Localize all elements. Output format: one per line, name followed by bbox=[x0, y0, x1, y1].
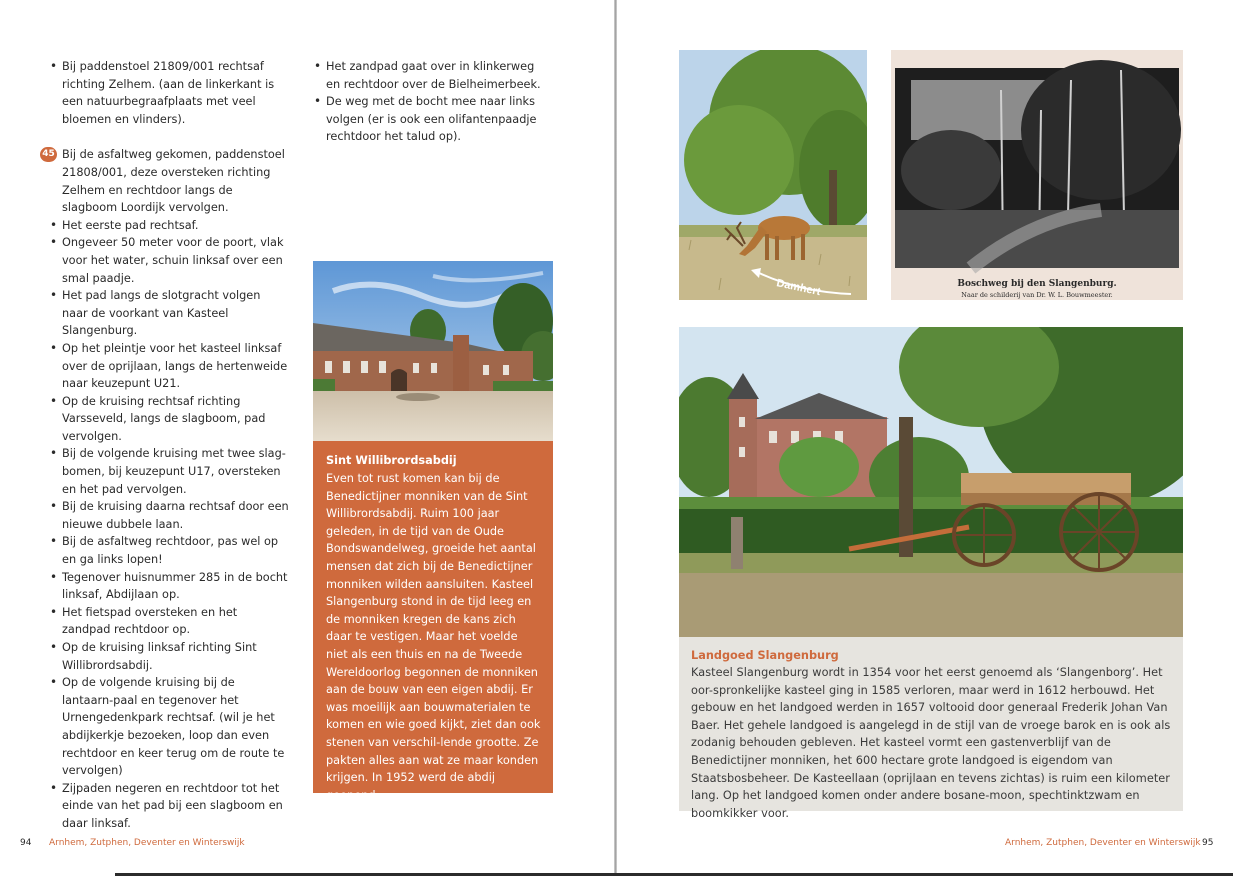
list-item bbox=[49, 780, 289, 833]
list-item-text: Het pad langs de slotgracht volgen naar de voorkant van Kasteel Slangenburg. bbox=[62, 289, 261, 338]
list-item bbox=[49, 146, 289, 216]
route-directions-column-1 bbox=[42, 58, 289, 833]
list-item-text: Bij de asfaltweg rechtdoor, pas wel op en ga links lopen! bbox=[62, 535, 279, 567]
footer-title-left: Arnhem, Zutphen, Deventer en Winterswijk bbox=[49, 838, 245, 848]
list-item-text: Het eerste pad rechtsaf. bbox=[62, 218, 199, 232]
page-number-right: 95 bbox=[1202, 838, 1214, 848]
page-number-left: 94 bbox=[20, 838, 32, 848]
list-item-text: Op de kruising linksaf richting Sint Willibrordsabdij. bbox=[62, 641, 257, 672]
list-item bbox=[49, 287, 289, 340]
list-item-text: Het fietspad oversteken en het zandpad rechtdoor op. bbox=[62, 605, 238, 637]
abbey-info-title: Sint Willibrordsabdij bbox=[326, 454, 457, 467]
list-item bbox=[313, 58, 545, 93]
deer-photo bbox=[679, 50, 867, 300]
list-item bbox=[49, 340, 289, 393]
list-item-text: Tegenover huisnummer 285 in de bocht linksaf, Abdijlaan op. bbox=[62, 570, 288, 602]
list-item-text: Bij de kruising daarna rechtsaf door een nieuwe dubbele laan. bbox=[62, 500, 289, 531]
list-item-text: Ongeveer 50 meter voor de poort, vlak voor het water, schuin linksaf over een smal paadje. bbox=[62, 236, 284, 285]
list-item bbox=[49, 498, 289, 533]
engraving-subcaption: Naar de schilderij van Dr. W. L. Bouwmeester. bbox=[961, 291, 1113, 299]
list-item bbox=[49, 234, 289, 287]
route-directions-column-2 bbox=[313, 58, 545, 146]
castle-info-title: Landgoed Slangenburg bbox=[691, 649, 839, 662]
castle-photo bbox=[679, 327, 1183, 637]
list-item-text: Op de kruising rechtsaf richting Varsseveld, langs de slagboom, pad vervolgen. bbox=[62, 394, 266, 443]
deer-photo-image bbox=[679, 50, 867, 300]
abbey-info-box bbox=[313, 441, 553, 802]
engraving-image bbox=[891, 50, 1183, 300]
abbey-photo bbox=[313, 261, 553, 441]
list-item bbox=[49, 217, 289, 235]
list-item bbox=[49, 393, 289, 446]
step-number-badge: 45 bbox=[40, 147, 57, 162]
castle-info-text: Kasteel Slangenburg wordt in 1354 voor het eerst genoemd als ‘Slangenborg’. Het oor-spronkelijke kasteel ging in 1585 verloren, maar werd in 1612 herbouwd. Het gebouw en het landgoed werden in 1657 voltooid door generaal Frederik Johan Van Baer. Het gehele landgoed is aangelegd in de stijl van de vroege barok en is ook als zodanig behouden gebleven. Het kasteel vormt een gastenverblijf van de Benedictijner monniken, het 600 hectare grote landgoed is eigendom van Staatsbosbeheer. De Kasteellaan (oprijlaan en tevens zichtas) is ruim een kilometer lang. Op het landgoed komen onder andere bosane-moon, spechtinktzwam en boomkikker voor. bbox=[691, 666, 1171, 820]
engraving-caption: Boschweg bij den Slangenburg. bbox=[957, 279, 1117, 289]
engraving-photo bbox=[891, 50, 1183, 300]
list-item-text: Bij paddenstoel 21809/001 rechtsaf richting Zelhem. (aan de linkerkant is een natuurbegraafplaats met veel bloemen en vlinders). bbox=[62, 60, 275, 126]
list-item bbox=[49, 58, 289, 128]
abbey-photo-image bbox=[313, 261, 553, 441]
list-item-text: Het zandpad gaat over in klinkerweg en rechtdoor over de Bielheimerbeek. bbox=[326, 60, 541, 91]
castle-photo-image bbox=[679, 327, 1183, 637]
list-item bbox=[49, 569, 289, 604]
castle-info-box bbox=[679, 637, 1183, 820]
list-item-text: Zijpaden negeren en rechtdoor tot het einde van het pad bij een slagboom en daar linksaf. bbox=[62, 781, 283, 830]
list-item-text: De weg met de bocht mee naar links volgen (er is ook een olifantenpaadje rechtdoor het talud op). bbox=[326, 95, 537, 144]
list-item bbox=[49, 674, 289, 780]
list-item bbox=[49, 533, 289, 568]
list-item-text: Op het pleintje voor het kasteel linksaf over de oprijlaan, langs de hertenweide naar keuzepunt U21. bbox=[62, 341, 288, 391]
list-item-text: Bij de volgende kruising met twee slag-bomen, bij keuzepunt U17, oversteken en het pad vervolgen. bbox=[62, 447, 286, 496]
list-item-text: Bij de asfaltweg gekomen, paddenstoel 21808/001, deze oversteken richting Zelhem en rechtdoor langs de slagboom Loordijk vervolgen. bbox=[62, 148, 285, 215]
footer-title-right: Arnhem, Zutphen, Deventer en Winterswijk bbox=[1005, 838, 1201, 848]
list-item-text: Op de volgende kruising bij de lantaarn-paal en tegenover het Urnengedenkpark rechtsaf. (wil je het abdijkerkje bezoeken, loop dan even rechtdoor en keer terug om de route te vervolgen) bbox=[62, 676, 285, 778]
deer-photo-caption: Damhert bbox=[775, 277, 822, 299]
list-item bbox=[49, 445, 289, 498]
abbey-info-text: Even tot rust komen kan bij de Benedictijner monniken van de Sint Willibrordsabdij. Ruim 100 jaar geleden, in de tijd van de Oude Bondswandelweg, groeide het aantal mensen dat zich bij de Benedictijner monniken wilden aansluiten. Kasteel Slangenburg stond in de tijd leeg en de monniken kregen de kans zich daar te vestigen. Maar het voelde niet als een thuis en na de Tweede Wereldoorlog begonnen de monniken aan de bouw van een eigen abdij. Er was moeilijk aan bouwmaterialen te komen en wie goed kijkt, ziet dan ook stenen van verschil-lende grootte. Ze pakten alles aan wat ze maar konden krijgen. In 1952 werd de abdij geopend. bbox=[326, 472, 541, 802]
list-item bbox=[49, 604, 289, 639]
list-item bbox=[49, 639, 289, 674]
list-item bbox=[313, 93, 545, 146]
